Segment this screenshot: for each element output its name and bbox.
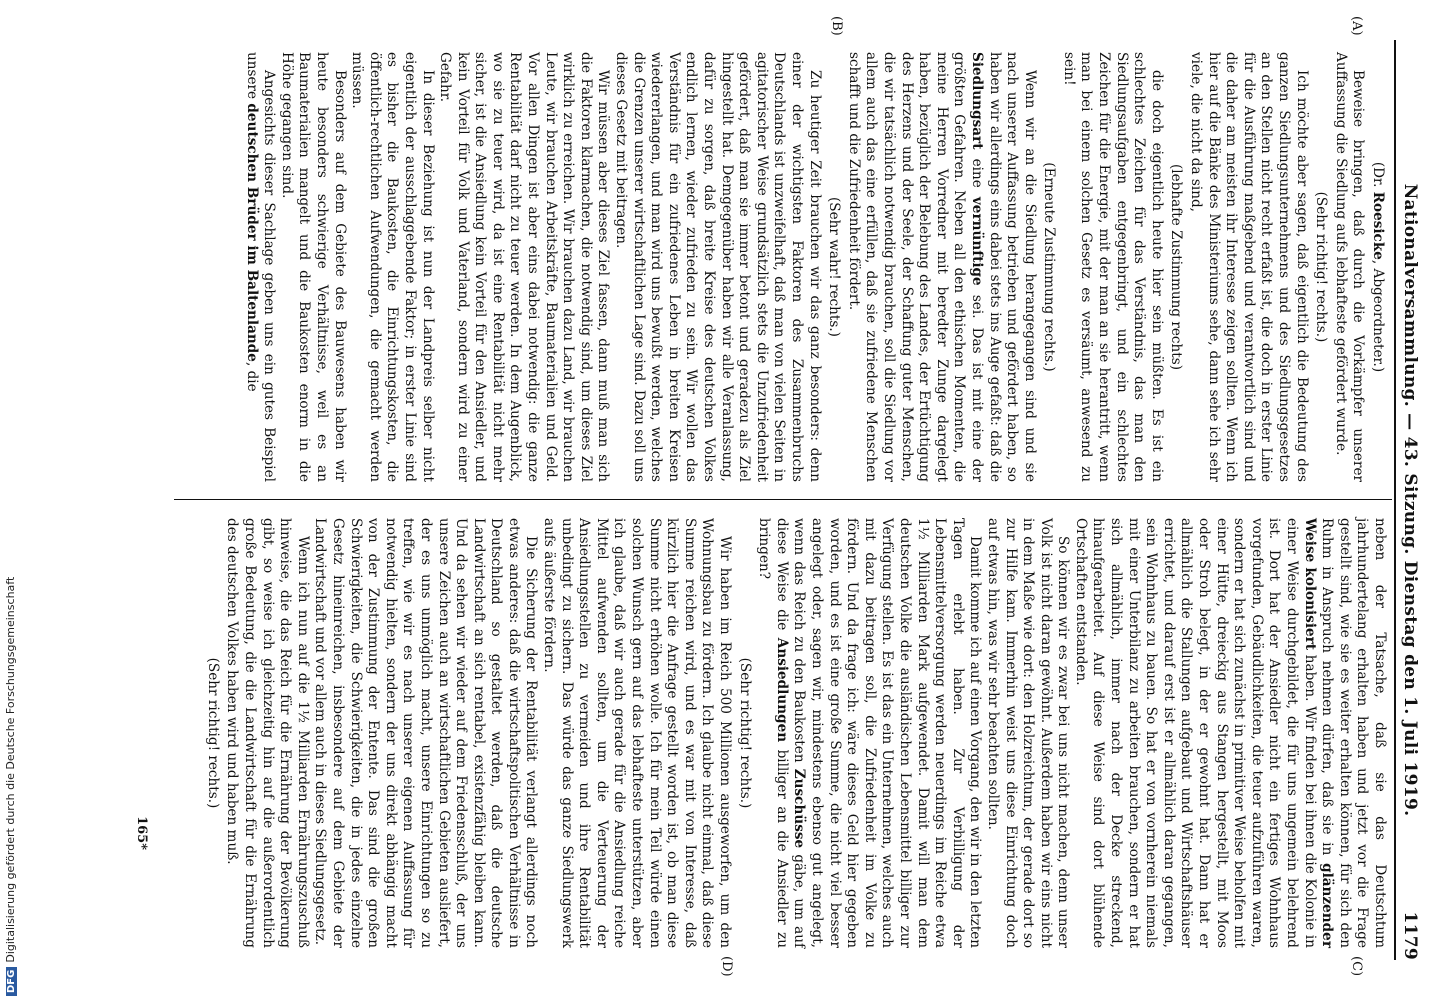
paragraph: Zu heutiger Zeit brauchen wir das ganz besonders: denn einer der wichtigsten Faktoren des Zusammenbruchs Deutschlands ist unzweifelhaft, daß man von vielen Seiten in agitatorischer Weise grundsätzlich stets die Unzufriedenheit gefördert, daß man sie immer betont und geradezu als Ziel hingestellt hat. Demgegenüber haben wir alle Veranlassung, dafür zu sorgen, daß breite Kreise des deutschen Volkes endlich lernen, wieder zufrieden zu sein. Wir wollen das Verständnis für ein zufriedenes Leben in breiten Kreisen wiedererlangen, und man wird uns bewußt werden, welches die Grenzen unserer wirtschaftlichen Lage sind. Dazu soll uns dieses Gesetz mit beitragen. [613, 52, 823, 482]
page-number: 1179 [1400, 911, 1420, 960]
paragraph: Ich möchte aber sagen, daß eigentlich die Bedeutung des ganzen Siedlungsunternehmens und des Siedlungsgesetzes an den Stellen nicht recht erfaßt ist, die doch in erster Linie für die Ausführung maßgebend und verantwortlich sind und die daher am meisten ihr Interesse zeigen sollten. Wenn ich hier auf die Bänke des Ministeriums sehe, dann sehe ich sehr viele, die nicht da sind, [1188, 52, 1310, 482]
paragraph: neben der Tatsache, daß sie das Deutschtum jahrhundertelang erhalten haben und jetzt vor die Frage gestellt sind, wie sie es weiter erhalten können, für sich den Ruhm in Anspruch nehmen dürfen, daß sie in glänzender Weise kolonisiert haben. Wir finden bei ihnen die Kolonie in einer Weise durchgebildet, die für uns ungemein belehrend ist. Dort hat der Ansiedler nicht ein fertiges Wohnhaus vorgefunden, Gebäudlichkeiten, die teuer aufzuführen waren, sondern er hat sich zunächst in primitiver Weise beholfen mit einer Hütte, dreieckig aus Stangen hergestellt, mit Moos oder Stroh belegt, in der er gewohnt hat. Dann hat er allmählich die Stallungen aufgebaut und Wirtschaftshäuser errichtet, und darauf erst ist er allmählich daran gegangen, sein Wohnhaus zu bauen. So hat er von vornherein niemals mit einer Unterbilanz zu arbeiten brauchen, sondern er hat sich allmählich, immer nach der Decke streckend, hinaufgearbeitet. Auf diese Weise sind dort blühende Ortschaften entstanden. [1072, 518, 1388, 948]
interjection: (Sehr richtig! rechts.) [1313, 191, 1330, 343]
paragraph: Damit komme ich auf einen Vorgang, den wir in den letzten Tagen erlebt haben. Zur Verbilligung der Lebensmittelversorgung werden neuerdings im Reiche etwa 1½ Milliarden Mark aufgewendet. Damit will man dem deutschen Volke die ausländischen Lebensmittel billiger zur Verfügung stellen. Es ist das ein Unternehmen, welches auch mit dazu beitragen soll, die Zufriedenheit im Volke zu fördern. Und da frage ich: wäre dieses Geld hier gegeben worden, und es ist eine große Summe, die nicht viel besser angelegt oder, sagen wir, mindestens ebenso gut angelegt, wenn das Reich zu den Baukosten Zuschüsse gäbe, um auf diese Weise die Ansiedlungen billiger an die Ansiedler zu bringen? [756, 518, 984, 949]
interjection: (Sehr richtig! rechts.) [736, 657, 753, 809]
paragraph: So können wir es zwar bei uns nicht machen, denn unser Volk ist nicht daran gewöhnt. Außerdem haben wir eins nicht in dem Maße wie dort: den Holzreichtum, der gerade dort so zur Hilfe kam. Immerhin weist uns diese Einrichtung doch auf etwas hin, was wir sehr beachten sollten. [984, 518, 1072, 948]
paragraph: Wenn wir an die Siedlung herangegangen sind und sie nach unserer Auffassung betrieben und gefördert haben, so haben wir allerdings eins dabei stets ins Auge gefaßt: daß die Siedlungsart eine vernünftige sei. Das ist mit eine der größten Gefahren. Neben all den ethischen Momenten, die meine Herren Vorredner mit beredter Zunge dargelegt haben, bezüglich der Belebung des Landes, der Ertüchtigung des Herzens und der Seele, der Schaffung guter Menschen, die wir tatsächlich notwendig brauchen, soll die Siedlung vor allem auch das eine erfüllen, daß sie zufriedene Menschen schafft und die Zufriedenheit fördert. [845, 52, 1038, 482]
interjection: (Sehr wahr! rechts.) [826, 197, 843, 337]
margin-mark-c: (C) [1349, 956, 1364, 977]
document-page [74, 0, 1434, 1000]
left-column [242, 52, 1388, 482]
running-header [1394, 40, 1424, 960]
paragraph: Wir müssen aber dieses Ziel fassen, dann muß man sich die Faktoren klarmachen, die notwendig sind, um dieses Ziel wirklich zu erreichen. Wir brauchen dazu Land, wir brauchen Leute, wir brauchen Arbeitskräfte, Baumaterialien und Geld. Vor allen Dingen ist aber eins dabei notwendig: die ganze Rentabilität darf nicht zu teuer werden. In dem Augenblick, wo sie zu teuer wird, da ist eine Rentabilität nicht mehr sicher, ist die Ansiedlung kein Vorteil für den Ansiedler, und kein Vorteil für Volk und Vaterland, sondern wird zu einer Gefahr. [437, 52, 612, 482]
paragraph: Beweise bringen, daß durch die Vorkämpfer unserer Auffassung die Siedlung aufs lebhafteste gefördert wurde. [1332, 52, 1367, 482]
paragraph: In dieser Beziehung ist nun der Landpreis selber nicht eigentlich der ausschlaggebende Faktor; in erster Linie sind es bisher die Baukosten, die Einrichtungskosten, die öffentlich-rechtlichen Aufwendungen, die gemacht werden müssen. [349, 52, 436, 482]
margin-mark-d: (D) [719, 956, 734, 977]
paragraph: Besonders auf dem Gebiete des Bauwesens haben wir heute besonders schwierige Verhältnisse, weil es an Baumaterialien mangelt und die Baukosten enorm in die Höhe gegangen sind. [278, 52, 348, 482]
funding-note-text: Digitalisierung gefördert durch die Deutsche Forschungsgemeinschaft [4, 576, 17, 963]
dfg-logo: DFG [6, 967, 17, 996]
side-strip [0, 0, 20, 1000]
interjection: (Erneute Zustimmung rechts.) [1041, 162, 1058, 372]
interjection: (Dr. Roesicke, Abgeordneter.) [1370, 161, 1386, 373]
paragraph: Angesichts dieser Sachlage geben uns ein gutes Beispiel unsere deutschen Brüder im Baltenlande, die [243, 52, 278, 482]
header-title: Nationalversammlung. — 43. Sitzung. Dienstag den 1. Juli 1919. [1400, 183, 1420, 817]
paragraph: Die Sicherung der Rentabilität verlangt allerdings noch etwas anderes: daß die wirtschaftspolitischen Verhältnisse in Deutschland so gestaltet werden, daß die deutsche Landwirtschaft an sich rentabel, existenzfähig bleiben kann. Und da sehen wir wieder auf dem Friedensschluß, der uns unsere Zeichen auch an wirtschaftlichen Gebieten ausliefert, der es uns unmöglich macht, unsere Einrichtungen so zu treffen, wie wir es nach unserer eigenen Auffassung für notwendig hielten, sondern der uns direkt abhängig macht von der Zustimmung der Entente. Das sind die großen Schwierigkeiten, die Schwierigkeiten, die in jedes einzelne Gesetz hineinreichen, insbesondere auf dem Gebiete der Landwirtschaft und vor allem auch in dieses Siedlungsgesetz. [312, 518, 540, 948]
folio-mark: 165* [134, 816, 149, 850]
right-column [201, 518, 1388, 948]
column-divider [174, 499, 1392, 500]
margin-mark-b: (B) [829, 16, 844, 36]
paragraph: die doch eigentlich heute hier sein müßten. Es ist ein schlechtes Zeichen für das Verständnis, das man den Siedlungsaufgaben entgegenbringt, und ein schlechtes Zeichen für die Energie, mit der man an sie herantritt, wenn man bei einem solchen Gesetz es versäumt, anwesend zu sein! [1060, 52, 1165, 482]
paragraph: Wir haben im Reich 500 Millionen ausgeworfen, um den Wohnungsbau zu fördern. Ich glaube nicht einmal, daß diese Summe reichen wird, und es war mit von Interesse, daß kürzlich hier die Anfrage gestellt worden ist, ob man diese Summe nicht erhöhen wolle. Ich für mein Teil würde einen solchen Wunsch gern auf das lebhafteste unterstützen, aber ich glaube, daß wir auch gerade für die Ansiedlung reiche Mittel aufwenden sollten, um die Verteuerung der Ansiedlungsstellen zu vermeiden und ihre Rentabilität unbedingt zu sichern. Das würde das ganze Siedlungswerk aufs äußerste fördern. [541, 518, 734, 948]
paragraph: Wenn ich nun auf die 1½ Milliarden Ernährungszuschuß hinweise, die das Reich für die Ernährung der Bevölkerung gibt, so weise ich gleichzeitig hin auf die außerordentlich große Bedeutung, die die Landwirtschaft für die Ernährung des deutschen Volkes haben wird und haben muß. [224, 518, 311, 948]
interjection: (Sehr richtig! rechts.) [204, 657, 221, 809]
header-rule [1394, 40, 1396, 960]
funding-note [4, 577, 17, 996]
interjection: (lebhafte Zustimmung rechts) [1168, 163, 1185, 371]
margin-mark-a: (A) [1349, 16, 1364, 36]
